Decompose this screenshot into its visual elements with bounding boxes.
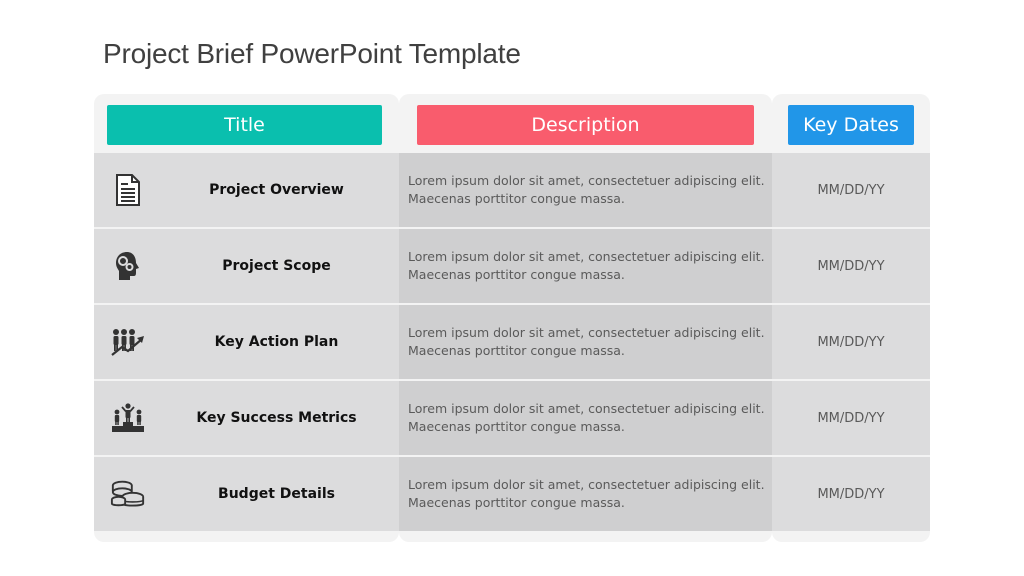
date-cell [772,381,930,455]
description-line: Lorem ipsum dolor sit amet, consectetuer adipiscing elit. [408,477,765,492]
row-label: Budget Details [218,486,335,502]
document-icon [110,172,146,208]
row-date: MM/DD/YY [817,182,885,198]
title-cell [94,457,399,531]
row-description [408,248,764,284]
description-line: Lorem ipsum dolor sit amet, consectetuer adipiscing elit. [408,249,765,264]
coins-icon [110,476,146,512]
table-row [94,153,930,227]
description-line: Maecenas porttitor congue massa. [408,495,625,510]
table-row [94,229,930,303]
date-cell [772,229,930,303]
podium-icon [110,400,146,436]
row-date: MM/DD/YY [817,486,885,502]
description-header: Description [417,105,754,145]
row-date: MM/DD/YY [817,410,885,426]
description-cell [399,305,772,379]
title-header: Title [107,105,382,145]
description-line: Lorem ipsum dolor sit amet, consectetuer adipiscing elit. [408,325,765,340]
date-cell [772,153,930,227]
row-description [408,400,764,436]
table-row [94,305,930,379]
row-label: Key Success Metrics [196,410,357,426]
description-line: Lorem ipsum dolor sit amet, consectetuer adipiscing elit. [408,401,765,416]
date-cell [772,457,930,531]
description-cell [399,229,772,303]
row-label: Project Overview [209,182,344,198]
description-line: Maecenas porttitor congue massa. [408,419,625,434]
row-description [408,476,764,512]
title-cell [94,229,399,303]
description-line: Maecenas porttitor congue massa. [408,267,625,282]
head-gears-icon [110,248,146,284]
row-description [408,172,764,208]
team-growth-icon [110,324,146,360]
row-date: MM/DD/YY [817,258,885,274]
table-row [94,381,930,455]
row-date: MM/DD/YY [817,334,885,350]
description-line: Lorem ipsum dolor sit amet, consectetuer adipiscing elit. [408,173,765,188]
description-cell [399,381,772,455]
description-line: Maecenas porttitor congue massa. [408,343,625,358]
date-cell [772,305,930,379]
description-cell [399,457,772,531]
title-cell [94,381,399,455]
row-description [408,324,764,360]
description-line: Maecenas porttitor congue massa. [408,191,625,206]
row-label: Key Action Plan [214,334,339,350]
row-label: Project Scope [222,258,331,274]
slide-title: Project Brief PowerPoint Template [103,38,521,69]
title-cell [94,153,399,227]
key-dates-header: Key Dates [788,105,914,145]
table-row [94,457,930,531]
title-cell [94,305,399,379]
description-cell [399,153,772,227]
